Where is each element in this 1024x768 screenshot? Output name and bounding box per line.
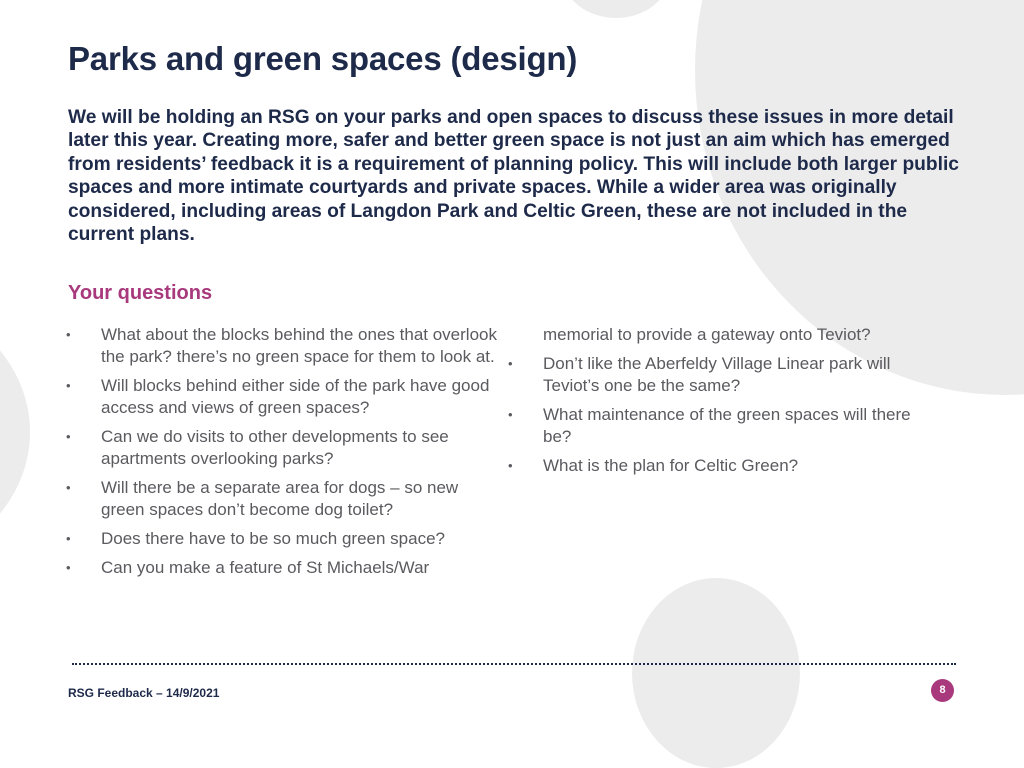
list-item [66,426,506,470]
intro-paragraph: We will be holding an RSG on your parks and open spaces to discuss these issues in more detail later this year. Creating more, safer and better green space is not just an aim which has emerged from residents’ feedback it is a requirement of planning policy. This will include both larger public spaces and more intimate courtyards and private spaces. While a wider area was originally considered, including areas of Langdon Park and Celtic Green, these are not included in the current plans. [68,107,959,246]
question-text: Can we do visits to other developments to see apartments overlooking parks? [101,427,449,468]
question-continuation: memorial to provide a gateway onto Teviot? [543,325,871,344]
questions-list-right [508,324,928,484]
slide-title: Parks and green spaces (design) [68,40,578,77]
list-item [66,375,506,419]
question-text: Don’t like the Aberfeldy Village Linear park will Teviot’s one be the same? [543,354,891,395]
list-item [66,324,506,368]
bullet-icon: • [66,560,71,575]
list-item [508,455,928,477]
list-item [66,528,506,550]
question-text: Will there be a separate area for dogs – so new green spaces don’t become dog toilet? [101,478,459,519]
bullet-icon: • [66,327,71,342]
decorative-circle-bottom [632,578,800,768]
question-text: Does there have to be so much green space? [101,529,445,548]
questions-list-left [66,324,506,586]
question-text: Will blocks behind either side of the park have good access and views of green spaces? [101,376,490,417]
question-text: Can you make a feature of St Michaels/War [101,558,430,577]
footer-divider [72,663,956,665]
bullet-icon: • [508,458,513,473]
decorative-circle-top [562,0,670,18]
footer-label: RSG Feedback – 14/9/2021 [68,686,220,700]
question-text: What about the blocks behind the ones that overlook the park? there’s no green space for them to look at. [101,325,497,366]
decorative-circle-left [0,292,30,572]
questions-heading: Your questions [68,282,213,304]
bullet-icon: • [508,407,513,422]
bullet-icon: • [66,480,71,495]
list-item [66,557,506,579]
bullet-icon: • [66,531,71,546]
bullet-icon: • [66,429,71,444]
list-item [508,404,928,448]
page-number-badge: 8 [931,679,954,702]
list-item [66,477,506,521]
bullet-icon: • [66,378,71,393]
question-text: What maintenance of the green spaces will there be? [543,405,911,446]
bullet-icon: • [508,356,513,371]
list-item [508,353,928,397]
question-text: What is the plan for Celtic Green? [543,456,799,475]
